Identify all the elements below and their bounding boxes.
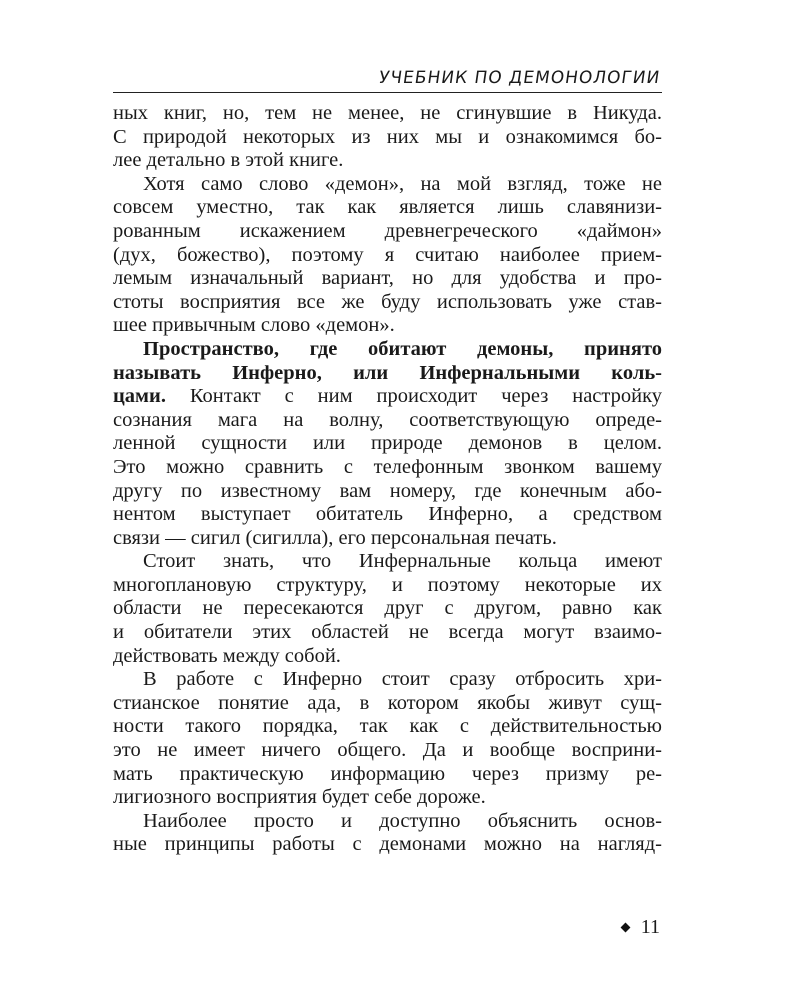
- text-line: стианское понятие ада, в котором якобы живут сущ-: [113, 691, 662, 714]
- text-line: области не пересекаются друг с другом, равно как: [113, 597, 662, 620]
- diamond-icon: [620, 923, 630, 933]
- text-line: лемым изначальный вариант, но для удобства и про-: [113, 267, 662, 290]
- text-line: Хотя само слово «демон», на мой взгляд, тоже не: [143, 172, 662, 195]
- text-line: [113, 362, 662, 386]
- paragraph: [113, 173, 662, 338]
- paragraph: [113, 550, 662, 668]
- paragraph: [113, 668, 662, 810]
- text-line: Это можно сравнить с телефонным звонком вашему: [113, 455, 662, 478]
- text-line: многоплановую структуру, и поэтому некоторые их: [113, 573, 662, 596]
- page-folio: [622, 916, 660, 939]
- text-line: другу по известному вам номеру, где конечным або-: [113, 479, 662, 502]
- text-line: лигиозного восприятия будет себе дороже.: [113, 786, 486, 809]
- text-line: (дух, божество), поэтому я считаю наиболее прием-: [113, 243, 662, 266]
- text-line: ные принципы работы с демонами можно на нагляд-: [113, 833, 662, 856]
- text-line: Наиболее просто и доступно объяснить основ-: [143, 809, 662, 832]
- paragraph: [113, 338, 662, 550]
- text-line: В работе с Инферно стоит сразу отбросить хри-: [143, 668, 662, 691]
- text-line: сознания мага на волну, соответствующую опреде-: [113, 408, 662, 431]
- text-line: Стоит знать, что Инфернальные кольца имеют: [143, 550, 662, 573]
- text-line: мать практическую информацию через призму ре-: [113, 762, 662, 785]
- bold-text: цами.: [113, 385, 166, 408]
- paragraph: [113, 810, 662, 857]
- paragraph: [113, 102, 662, 173]
- text-line: нентом выступает обитатель Инферно, а средством: [113, 503, 662, 526]
- text-line: это не имеет ничего общего. Да и вообще восприни-: [113, 739, 662, 762]
- text-line: шее привычным слово «демон».: [113, 314, 395, 337]
- running-head-title: УЧЕБНИК ПО ДЕМОНОЛОГИИ: [377, 68, 662, 88]
- text-line: рованным искажением древнегреческого «даймон»: [113, 219, 662, 242]
- text-line: действовать между собой.: [113, 644, 341, 667]
- bold-text: Пространство, где обитают демоны, принято: [143, 337, 662, 360]
- text-line: ности такого порядка, так как с действительностью: [113, 715, 662, 738]
- text-line: стоты восприятия все же буду использовать уже став-: [113, 290, 662, 313]
- text-line: и обитатели этих областей не всегда могут взаимо-: [113, 621, 662, 644]
- body-text: [113, 102, 662, 857]
- text-line: лее детально в этой книге.: [113, 149, 344, 172]
- running-head: [113, 58, 662, 93]
- text-line: ных книг, но, тем не менее, не сгинувшие в Никуда.: [113, 102, 662, 124]
- text-line: С природой некоторых из них мы и ознакомимся бо-: [113, 125, 662, 148]
- bold-text: называть Инферно, или Инфернальными коль-: [113, 361, 662, 384]
- text-line: [113, 338, 662, 362]
- text-line: связи — сигил (сигилла), его персональная печать.: [113, 526, 557, 549]
- text-line: ленной сущности или природе демонов в целом.: [113, 432, 662, 455]
- page-number: 11: [640, 916, 660, 938]
- text-line: [113, 385, 662, 409]
- text-line: совсем уместно, так как является лишь славянизи-: [113, 196, 662, 219]
- text-run: Контакт с ним происходит через настройку: [165, 385, 662, 408]
